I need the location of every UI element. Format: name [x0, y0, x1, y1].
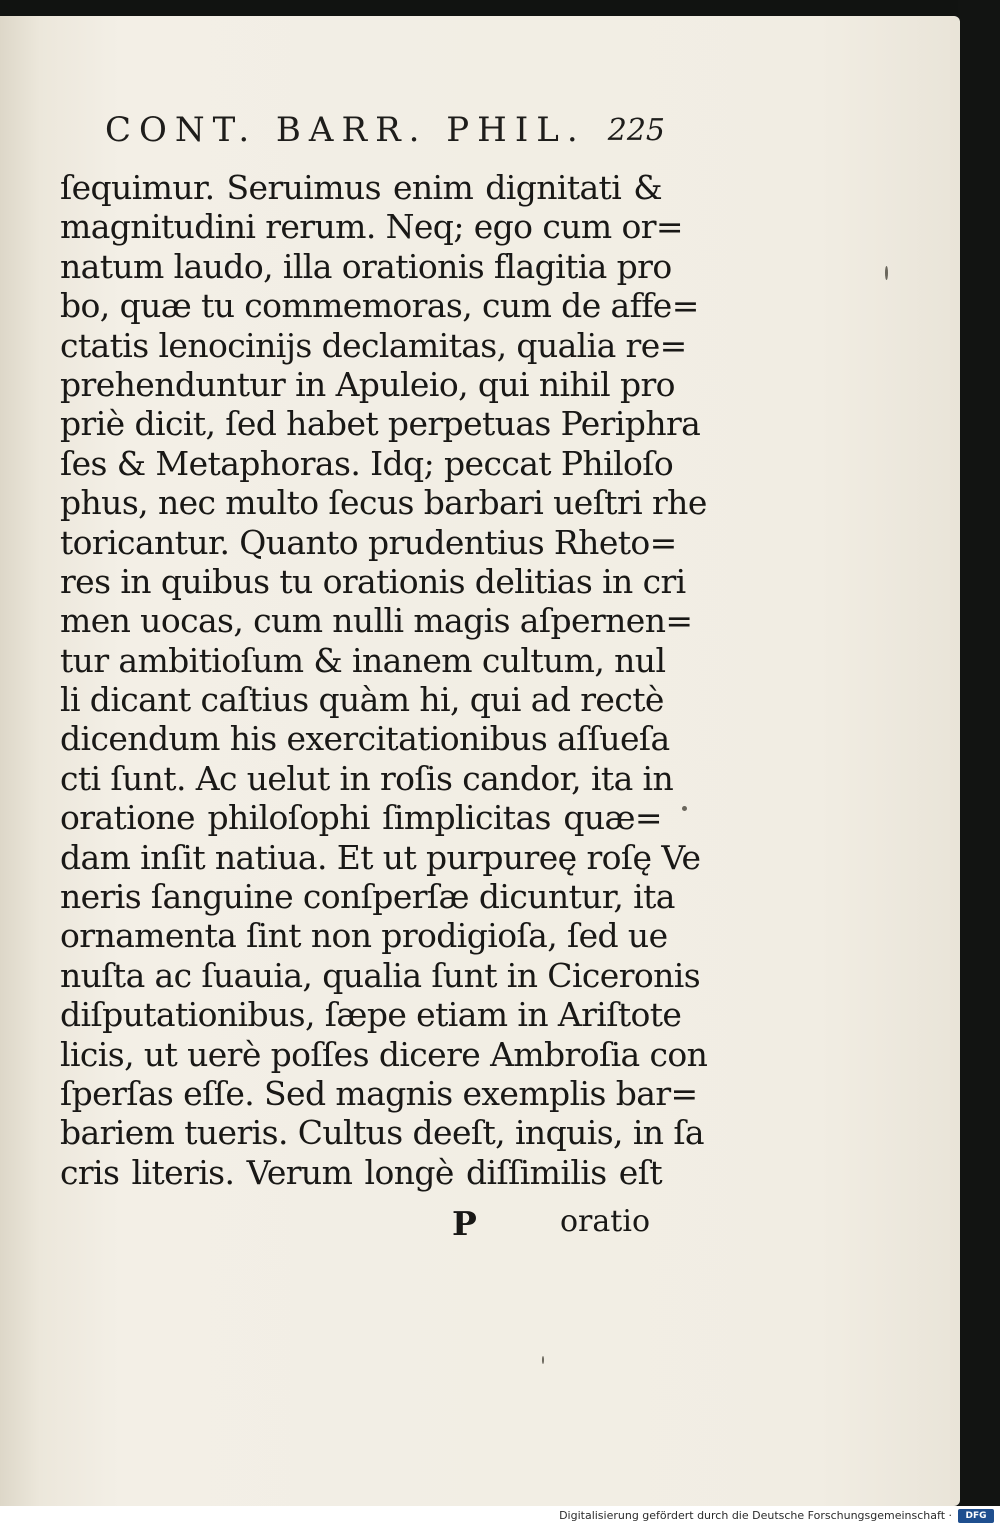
text-line: ctatis lenocinijs declamitas, qualia re= — [60, 325, 687, 365]
running-title: CONT. BARR. PHIL. — [105, 110, 586, 150]
text-line: natum laudo, illa orationis flagitia pro — [60, 246, 672, 286]
running-head — [105, 104, 665, 156]
dfg-logo-icon: DFG — [958, 1509, 994, 1523]
text-line: ſequimur. Seruimus enim dignitati & — [60, 168, 662, 207]
paper-speck — [542, 1356, 544, 1364]
text-line: ornamenta ſint non prodigioſa, ſed ue — [60, 916, 668, 956]
text-line: magnitudini rerum. Neq; ego cum or= — [60, 207, 683, 247]
text-line: ſes & Metaphoras. Idq; peccat Philoſo — [60, 443, 674, 483]
paper-speck — [885, 266, 888, 280]
text-line: diſputationibus, ſæpe etiam in Ariſtote — [60, 995, 682, 1035]
text-line: phus, nec multo ſecus barbari ueſtri rhe — [60, 483, 707, 523]
paper-speck — [682, 806, 687, 811]
page-number: 225 — [607, 112, 665, 148]
text-line: dam inſit natiua. Et ut purpureę roſę Ve — [60, 837, 701, 877]
book-page — [0, 16, 960, 1506]
text-line: neris ſanguine conſperſæ dicuntur, ita — [60, 877, 675, 917]
text-block — [60, 168, 708, 1192]
text-line: licis, ut uerè poſſes dicere Ambroſia con — [60, 1034, 708, 1074]
text-line: cris literis. Verum longè diſſimilis eſt — [60, 1152, 662, 1192]
text-line: priè dicit, ſed habet perpetuas Periphra — [60, 404, 701, 444]
text-line: tur ambitioſum & inanem cultum, nul — [60, 640, 666, 680]
text-line: prehenduntur in Apuleio, qui nihil pro — [60, 364, 675, 404]
text-line: ſperſas eſſe. Sed magnis exemplis bar= — [60, 1073, 698, 1113]
text-line: toricantur. Quanto prudentius Rheto= — [60, 522, 677, 562]
text-line: oratione philoſophi ſimplicitas quæ= — [60, 798, 662, 838]
text-line: dicendum his exercitationibus aſſueſa — [60, 719, 670, 759]
text-line: men uocas, cum nulli magis aſpernen= — [60, 601, 693, 641]
catchword-row — [60, 1204, 650, 1248]
text-line: bo, quæ tu commemoras, cum de affe= — [60, 286, 699, 326]
text-line: cti ſunt. Ac uelut in roſis candor, ita in — [60, 758, 674, 798]
text-line: nuſta ac ſuauia, qualia ſunt in Ciceronis — [60, 955, 701, 995]
scan-right-edge — [958, 0, 1000, 1526]
signature-mark: P — [452, 1204, 477, 1243]
text-line: li dicant caſtius quàm hi, qui ad rectè — [60, 680, 664, 720]
footer-credit: Digitalisierung gefördert durch die Deutsche Forschungsgemeinschaft · — [559, 1509, 952, 1522]
text-line: bariem tueris. Cultus deeſt, inquis, in ſa — [60, 1113, 705, 1153]
digitization-footer — [0, 1506, 1000, 1526]
catchword: oratio — [560, 1204, 650, 1239]
text-line: res in quibus tu orationis delitias in cri — [60, 561, 686, 601]
